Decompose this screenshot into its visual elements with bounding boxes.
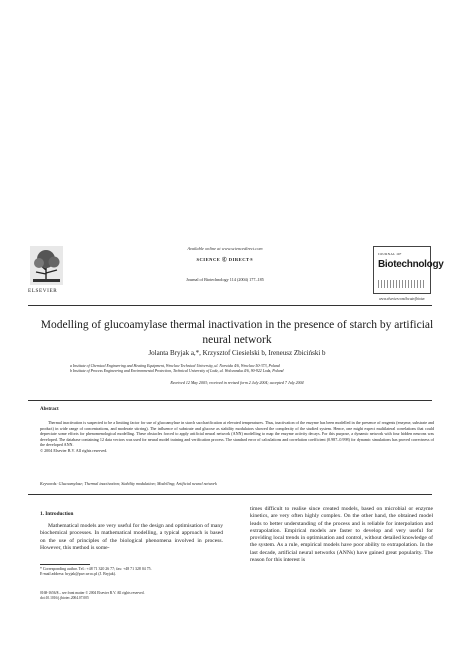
header-rule — [28, 305, 432, 306]
cover-journal-title: Biotechnology — [378, 259, 444, 270]
abstract-paragraph: Thermal inactivation is suspected to be a limiting factor for use of glucoamylase in starch saccharification at elevated temperatures. Thus, inactivation of the enzyme has been modelled in the presence of reagents (enzyme, substrate and product) in wide range of concentrations, and moderate stirring). The influence of substrate and glucose as stability modulators showed the complexity of the studied system. Hence, one might expect multilateral correlations that could depreciate some efforts for phenomenological modelling. These obstacles forced to apply artificial neural network (ANN) modelling to map the enzyme activity decays. For this purpose, a dynamic network with four hidden neurons was developed. The database containing 12 data vectors was used for neural model training and verification process. The standard error of calculations and correlation coefficient (0.987–0.998) for dynamic simulations has proved correctness of the developed ANN. — [40, 420, 434, 447]
abstract-top-rule — [28, 400, 432, 401]
journal-reference: Journal of Biotechnology 114 (2004) 177–185 — [186, 277, 264, 282]
journal-cover — [373, 246, 444, 294]
email-address[interactable]: E-mail address: bryjak@pwr.wroc.pl (J. Bryjak). — [40, 572, 116, 577]
sciencedirect-logo: SCIENCE ⓓ DIRECT® — [196, 257, 254, 262]
doi-line[interactable]: doi:10.1016/j.jbiotec.2004.07.005 — [40, 596, 89, 600]
abstract-bottom-rule — [28, 494, 432, 495]
intro-paragraph-continued: times difficult to realise since created models, based on microbial or enzyme kinetics, are very often highly complex. On the other hand, the obtained model leads to better understanding of the process and is reliable for interpolation and extrapolation. Empirical models are faster to develop and very useful for providing local trends in optimisation and control, without detailed knowledge of the system. As a rule, empirical models have poor ability to extrapolation. In the last decade, artificial neural networks (ANNs) have gained great popularity. The reason for this interest is — [250, 506, 433, 564]
article-title: Modelling of glucoamylase thermal inactivation in the presence of starch by artificial neural network — [40, 319, 434, 346]
corresponding-author-note: * Corresponding author. Tel.: +48 71 320 26 77; fax: +48 71 328 04 75. — [40, 567, 152, 571]
affiliation-b: b Institute of Process Engineering and Environmental Protection, Technical University of Lodz, ul. Wolczanska 4/6, 90-922 Lodz, Poland — [70, 369, 284, 373]
issn-line: 0168-1656/$ – see front matter © 2004 Elsevier B.V. All rights reserved. — [40, 591, 145, 595]
left-column — [40, 523, 223, 552]
cover-journal-of: JOURNAL OF — [378, 252, 402, 256]
publisher-name: ELSEVIER — [28, 288, 58, 294]
tree-logo-icon — [30, 246, 63, 285]
affiliation-a: a Institute of Chemical Engineering and Heating Equipment, Wroclaw Technical University, ul. Norwida 4/6, Wroclaw 50-373, Poland — [70, 364, 280, 368]
abstract-copyright: © 2004 Elsevier B.V. All rights reserved. — [40, 447, 108, 453]
cover-pattern — [378, 280, 426, 288]
elsevier-tree-logo — [30, 246, 63, 285]
abstract-heading: Abstract — [40, 407, 59, 412]
issn-doi — [40, 591, 230, 601]
intro-paragraph: Mathematical models are very useful for the design and optimisation of many biochemical processes. In mathematical modelling, a typical approach is based on the use of principles of the biological phenomena involved in process. However, this method is some- — [40, 523, 223, 551]
keywords-list: Glucoamylase; Thermal inactivation; Stability modulation; Modelling; Artificial neural network — [58, 481, 217, 486]
abstract-body — [40, 420, 434, 453]
footnotes — [40, 567, 230, 577]
journal-header — [100, 246, 350, 282]
footnote-rule — [40, 564, 90, 565]
received-dates: Received 12 May 2003; received in revised form 2 July 2004; accepted 7 July 2004 — [170, 380, 304, 385]
author-list: Jolanta Bryjak a,*, Krzysztof Ciesielski b, Ireneusz Zbiciński b — [148, 349, 326, 357]
keywords-label: Keywords: — [40, 481, 58, 486]
keywords — [40, 481, 434, 486]
online-availability: Available online at www.sciencedirect.com — [187, 246, 263, 251]
section-heading-introduction: 1. Introduction — [40, 511, 74, 517]
right-column — [250, 506, 433, 564]
journal-url[interactable]: www.elsevier.com/locate/jbiotec — [378, 297, 426, 301]
